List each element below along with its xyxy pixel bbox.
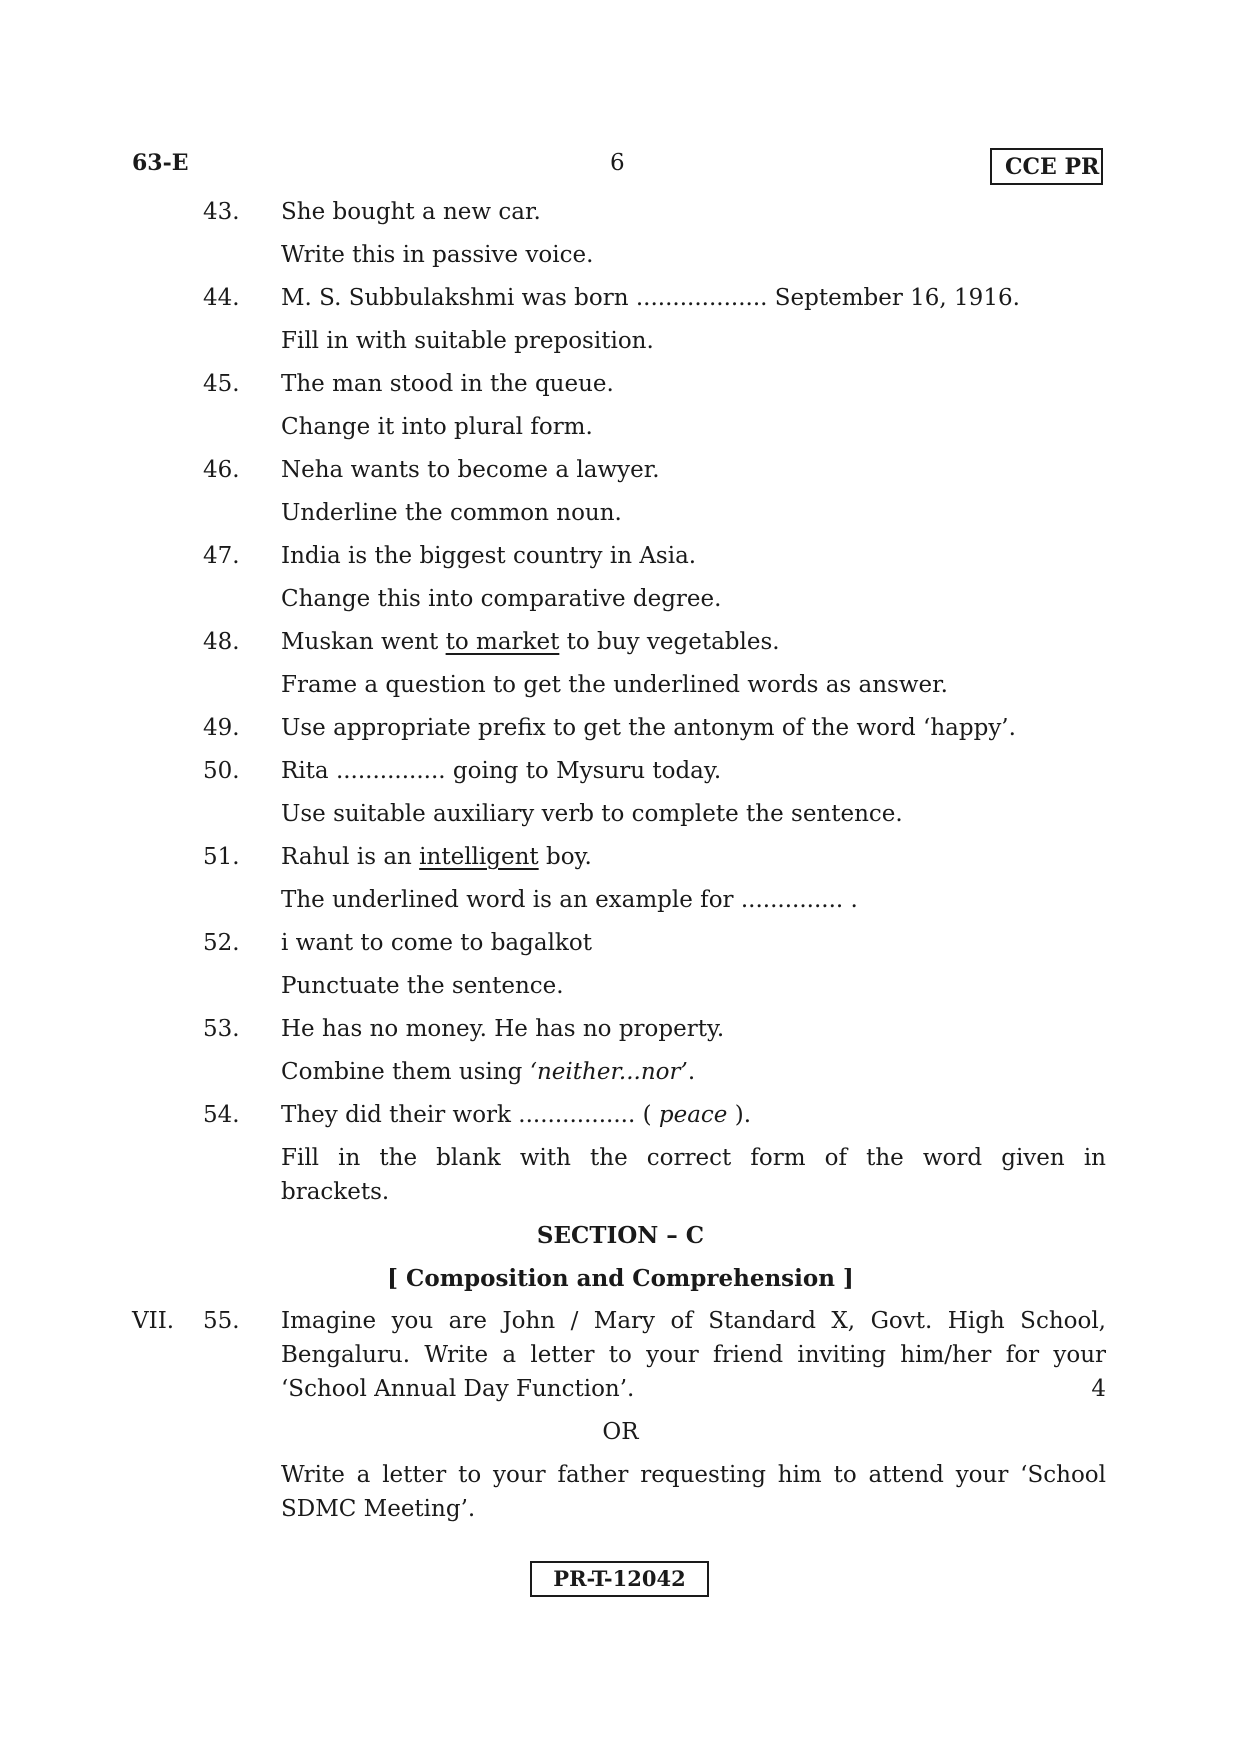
question-number: 43. [203, 199, 240, 225]
text-segment: They did their work ................ ( [281, 1102, 659, 1128]
alternative-question-line: SDMC Meeting’. [281, 1496, 476, 1522]
question-instruction: Change this into comparative degree. [281, 586, 722, 612]
question-number: 45. [203, 371, 240, 397]
footer-code: PR-T-12042 [530, 1561, 709, 1597]
section-subtitle: [ Composition and Comprehension ] [387, 1265, 854, 1292]
question-text: India is the biggest country in Asia. [281, 543, 697, 569]
underlined-word: intelligent [419, 844, 539, 870]
question-instruction: Frame a question to get the underlined words as answer. [281, 672, 948, 698]
roman-numeral: VII. [132, 1308, 175, 1334]
text-segment: to buy vegetables. [559, 629, 780, 655]
text-segment: Combine them using [281, 1059, 530, 1085]
question-instruction-cont: brackets. [281, 1179, 390, 1205]
alternative-question-line: Write a letter to your father requesting him to attend your ‘School [281, 1462, 1106, 1488]
question-text: He has no money. He has no property. [281, 1016, 725, 1042]
question-instruction: Fill in with suitable preposition. [281, 328, 654, 354]
question-number: 50. [203, 758, 240, 784]
question-instruction: Use suitable auxiliary verb to complete the sentence. [281, 801, 903, 827]
page-number: 6 [610, 150, 625, 176]
question-text: Neha wants to become a lawyer. [281, 457, 660, 483]
italic-words: ‘neither...nor’ [529, 1059, 688, 1085]
question-number: 51. [203, 844, 240, 870]
question-text-line: ‘School Annual Day Function’. [281, 1376, 635, 1402]
question-number: 53. [203, 1016, 240, 1042]
question-instruction: Underline the common noun. [281, 500, 622, 526]
question-instruction: Write this in passive voice. [281, 242, 594, 268]
question-instruction: Change it into plural form. [281, 414, 593, 440]
question-text-line: Bengaluru. Write a letter to your friend inviting him/her for your [281, 1342, 1106, 1368]
text-segment: boy. [538, 844, 592, 870]
section-title: SECTION – C [536, 1222, 705, 1249]
question-number: 49. [203, 715, 240, 741]
question-instruction [281, 1059, 1106, 1085]
or-divider: OR [602, 1419, 639, 1445]
question-text: Rita ............... going to Mysuru today. [281, 758, 722, 784]
question-text [281, 1102, 1106, 1128]
marks: 4 [1091, 1376, 1106, 1402]
text-segment: . [687, 1059, 696, 1085]
text-segment: Muskan went [281, 629, 446, 655]
question-text [281, 629, 1106, 655]
question-text: Use appropriate prefix to get the antonym of the word ‘happy’. [281, 715, 1016, 741]
question-number: 46. [203, 457, 240, 483]
question-number: 55. [203, 1308, 240, 1334]
text-segment: ). [727, 1102, 752, 1128]
question-text: The man stood in the queue. [281, 371, 614, 397]
question-text: i want to come to bagalkot [281, 930, 592, 956]
question-text: She bought a new car. [281, 199, 541, 225]
underlined-words: to market [445, 629, 560, 655]
question-text [281, 844, 1106, 870]
question-number: 48. [203, 629, 240, 655]
question-number: 44. [203, 285, 240, 311]
question-text: M. S. Subbulakshmi was born .................. September 16, 1916. [281, 285, 1020, 311]
question-number: 54. [203, 1102, 240, 1128]
italic-word: peace [658, 1102, 728, 1128]
question-instruction: The underlined word is an example for .............. . [281, 887, 858, 913]
question-number: 52. [203, 930, 240, 956]
question-number: 47. [203, 543, 240, 569]
paper-code: 63-E [132, 150, 189, 176]
question-text-line: Imagine you are John / Mary of Standard X, Govt. High School, [281, 1308, 1106, 1334]
question-instruction: Fill in the blank with the correct form of the word given in [281, 1145, 1106, 1171]
question-instruction: Punctuate the sentence. [281, 973, 564, 999]
text-segment: Rahul is an [281, 844, 420, 870]
cce-pr-label: CCE PR [990, 148, 1103, 185]
